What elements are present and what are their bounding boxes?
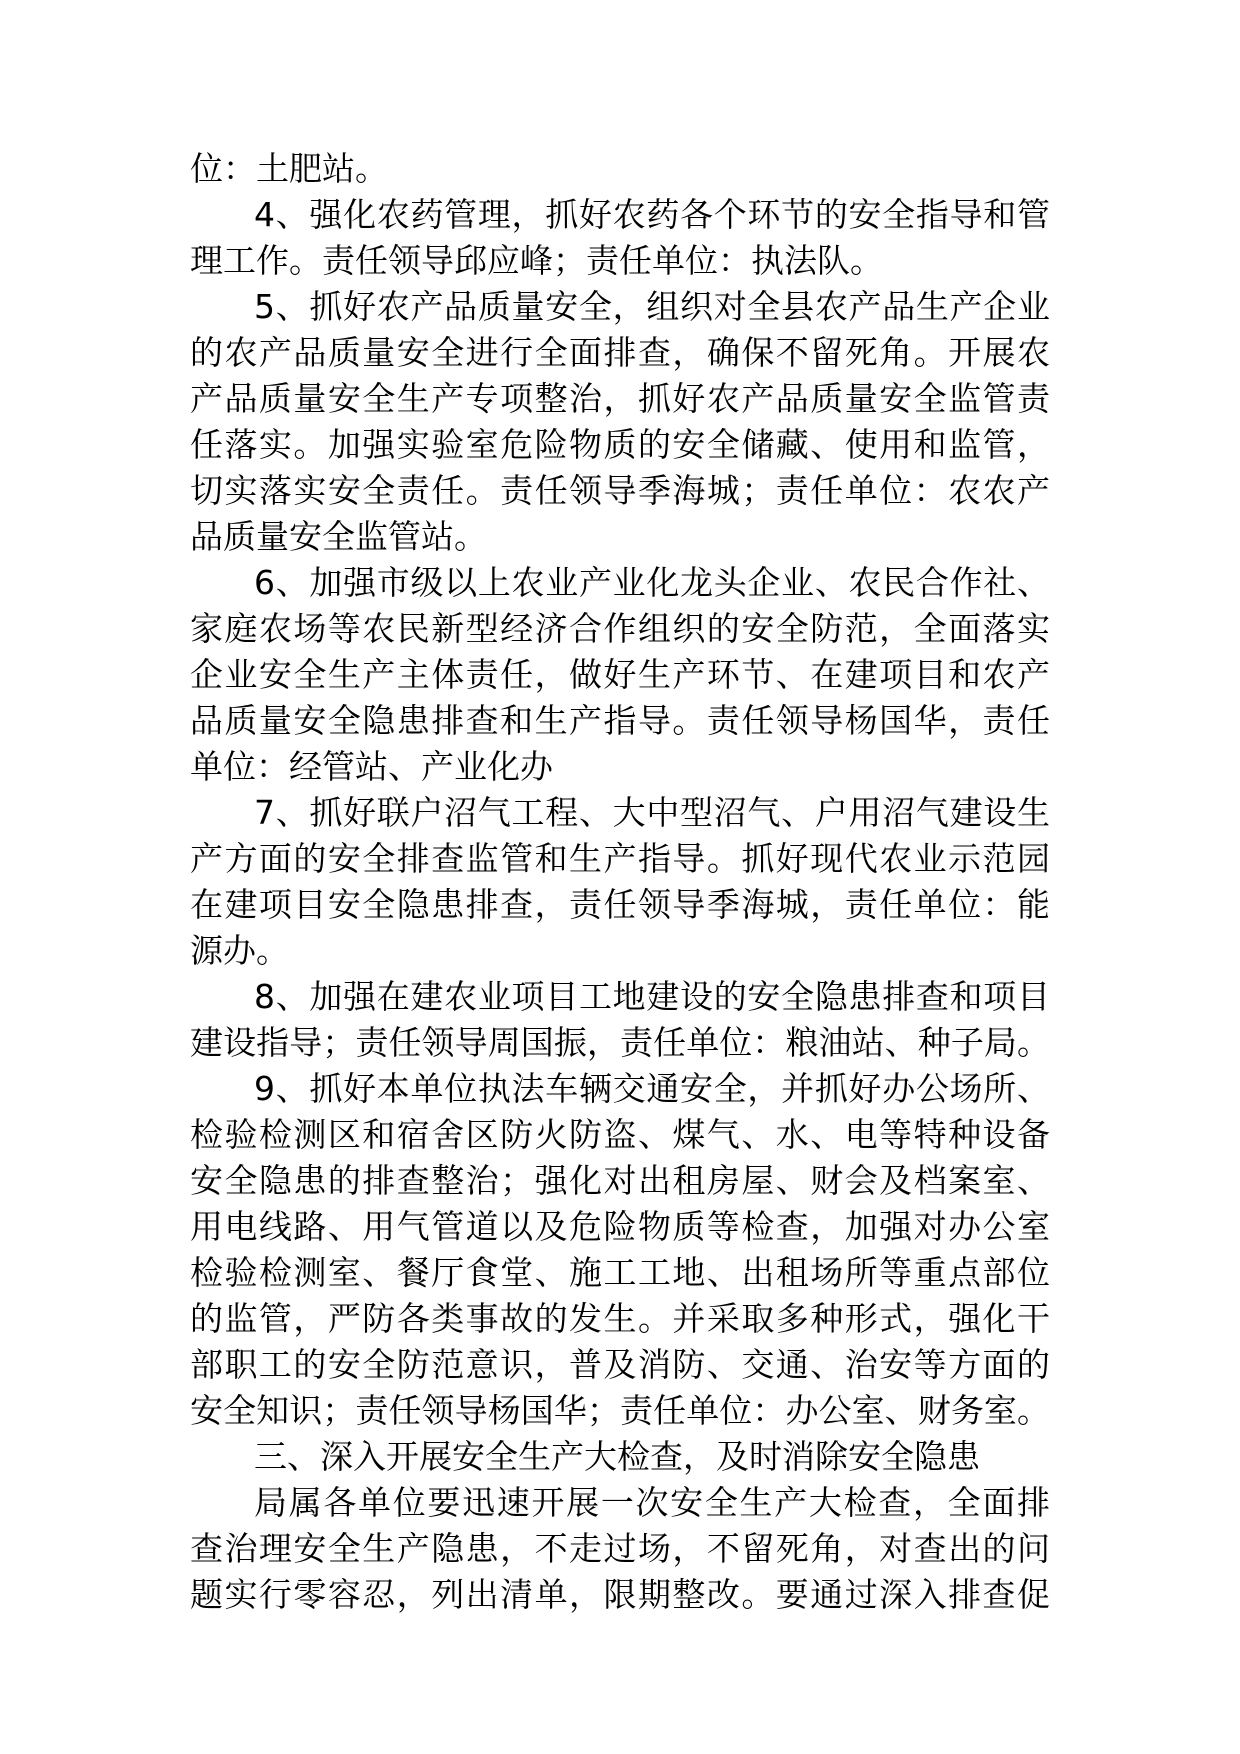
text-line: 9、抓好本单位执法车辆交通安全，并抓好办公场所、 bbox=[254, 1069, 1050, 1108]
text-line: 的监管，严防各类事故的发生。并采取多种形式，强化干 bbox=[190, 1299, 1050, 1338]
text-line: 用电线路、用气管道以及危险物质等检查，加强对办公室 bbox=[190, 1207, 1050, 1246]
text-line: 局属各单位要迅速开展一次安全生产大检查，全面排 bbox=[254, 1483, 1050, 1522]
text-line: 题实行零容忍，列出清单，限期整改。要通过深入排查促 bbox=[190, 1575, 1050, 1614]
text-line: 的农产品质量安全进行全面排查，确保不留死角。开展农 bbox=[190, 333, 1050, 372]
text-line: 任落实。加强实验室危险物质的安全储藏、使用和监管， bbox=[190, 425, 1050, 464]
text-line: 8、加强在建农业项目工地建设的安全隐患排查和项目 bbox=[254, 977, 1050, 1016]
text-line: 4、强化农药管理，抓好农药各个环节的安全指导和管 bbox=[254, 195, 1050, 234]
text-line: 检验检测区和宿舍区防火防盗、煤气、水、电等特种设备 bbox=[190, 1115, 1050, 1154]
text-line: 产方面的安全排查监管和生产指导。抓好现代农业示范园 bbox=[190, 839, 1050, 878]
text-line: 5、抓好农产品质量安全，组织对全县农产品生产企业 bbox=[254, 287, 1050, 326]
text-line: 安全隐患的排查整治；强化对出租房屋、财会及档案室、 bbox=[190, 1161, 1050, 1200]
text-line: 品质量安全监管站。 bbox=[190, 517, 487, 556]
text-line: 家庭农场等农民新型经济合作组织的安全防范，全面落实 bbox=[190, 609, 1050, 648]
text-line: 查治理安全生产隐患，不走过场，不留死角，对查出的问 bbox=[190, 1529, 1050, 1568]
text-line: 品质量安全隐患排查和生产指导。责任领导杨国华，责任 bbox=[190, 701, 1050, 740]
text-line: 企业安全生产主体责任，做好生产环节、在建项目和农产 bbox=[190, 655, 1050, 694]
text-line: 位：土肥站。 bbox=[190, 149, 388, 188]
text-line: 部职工的安全防范意识，普及消防、交通、治安等方面的 bbox=[190, 1345, 1050, 1384]
text-line: 安全知识；责任领导杨国华；责任单位：办公室、财务室。 bbox=[190, 1391, 1050, 1430]
text-line: 建设指导；责任领导周国振，责任单位：粮油站、种子局。 bbox=[190, 1023, 1050, 1062]
text-line: 检验检测室、餐厅食堂、施工工地、出租场所等重点部位 bbox=[190, 1253, 1050, 1292]
text-line: 7、抓好联户沼气工程、大中型沼气、户用沼气建设生 bbox=[254, 793, 1050, 832]
text-line: 单位：经管站、产业化办 bbox=[190, 747, 553, 786]
text-line: 6、加强市级以上农业产业化龙头企业、农民合作社、 bbox=[254, 563, 1050, 602]
text-line: 源办。 bbox=[190, 931, 289, 970]
text-line: 产品质量安全生产专项整治，抓好农产品质量安全监管责 bbox=[190, 379, 1050, 418]
text-line: 在建项目安全隐患排查，责任领导季海城，责任单位：能 bbox=[190, 885, 1050, 924]
section-heading: 三、深入开展安全生产大检查，及时消除安全隐患 bbox=[254, 1437, 980, 1476]
document-page bbox=[190, 146, 1050, 1618]
text-line: 理工作。责任领导邱应峰；责任单位：执法队。 bbox=[190, 241, 883, 280]
text-line: 切实落实安全责任。责任领导季海城；责任单位：农农产 bbox=[190, 471, 1050, 510]
